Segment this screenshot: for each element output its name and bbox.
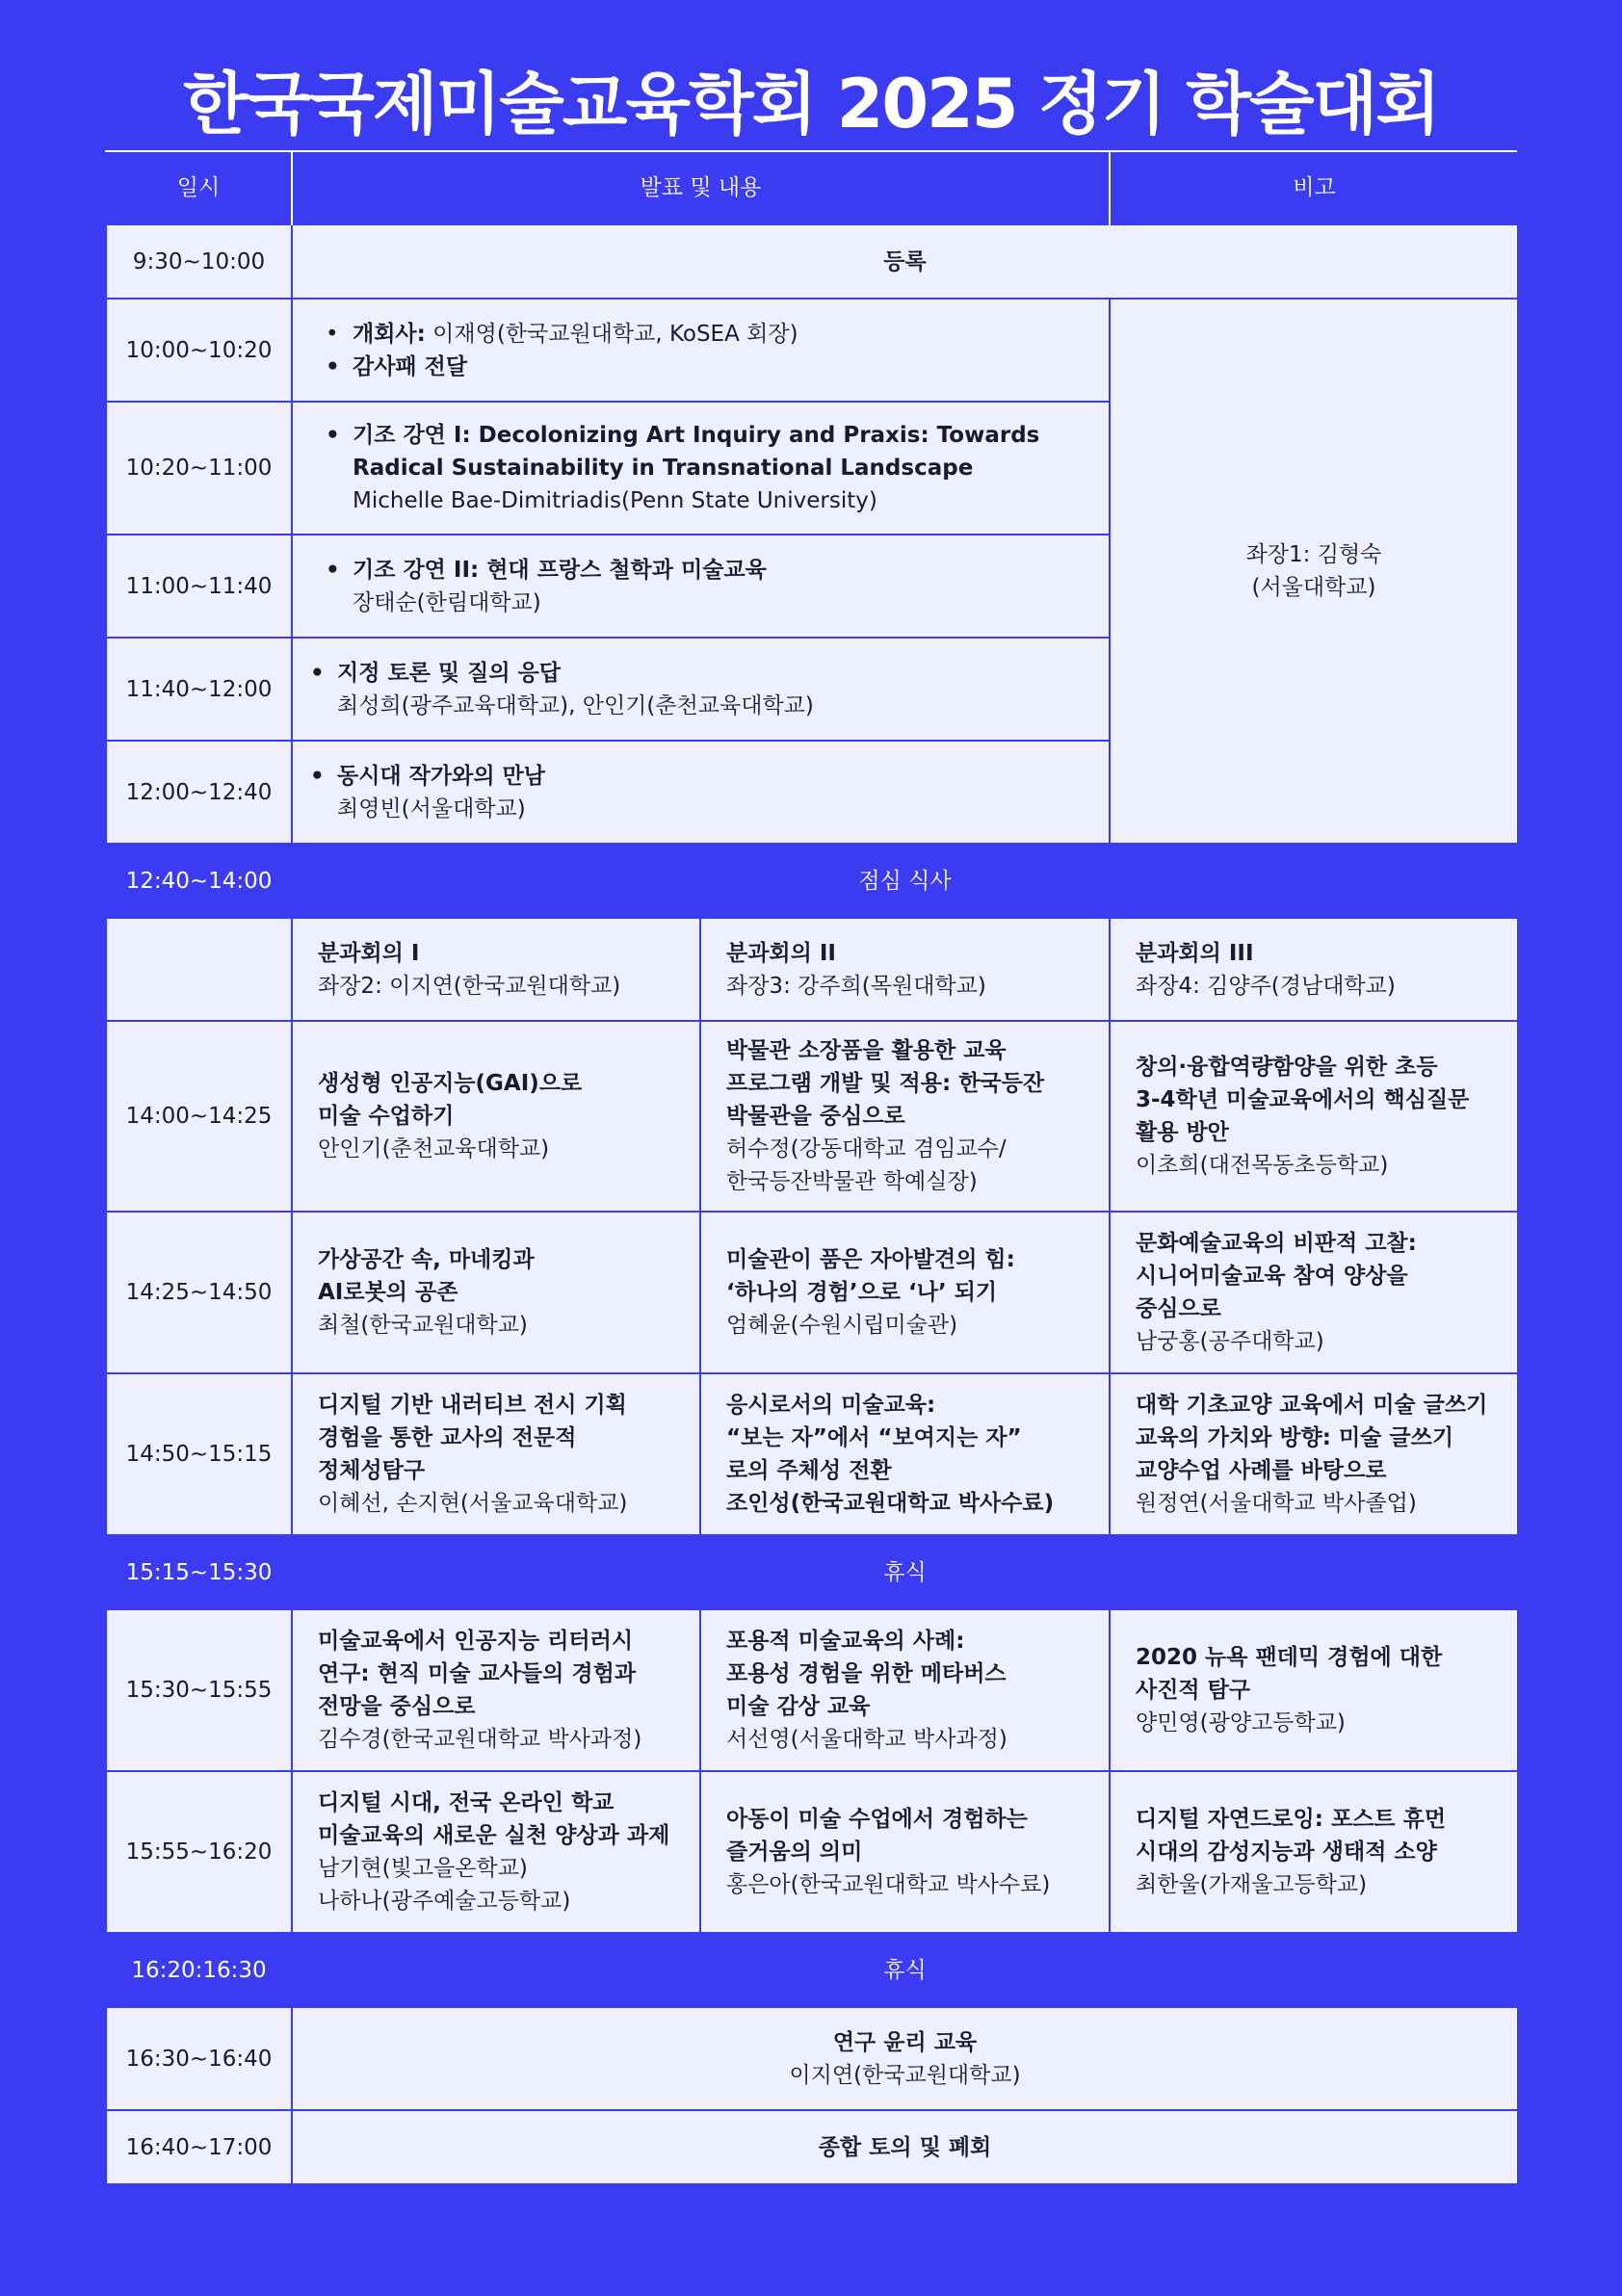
talk-title-line: 교육의 가치와 방향: 미술 글쓰기 [1136,1425,1454,1450]
talk-title-line: 즐거움의 의미 [726,1839,863,1865]
ethics-content [292,2007,1518,2110]
talk-presenter-line: 이초희(대전목동초등학교) [1136,1153,1389,1178]
talk-presenter-line: 안인기(춘천교육대학교) [318,1136,550,1161]
talk-title-line: 대학 기초교양 교육에서 미술 글쓰기 [1136,1393,1488,1418]
session-chair: 좌장3: 강주희(목원대학교) [726,973,986,999]
talk-title-line: 시대의 감성지능과 생태적 소양 [1136,1839,1437,1865]
talk-title-line: 로의 주체성 전환 [726,1458,892,1483]
talk-title-line: 가상공간 속, 마네킹과 [318,1247,535,1272]
talk-presenter-line: 허수정(강동대학교 겸임교수/ [726,1136,1007,1161]
talk-title-line: 디지털 자연드로잉: 포스트 휴먼 [1136,1807,1447,1832]
talk-cell [1110,1771,1518,1933]
keynote2-speaker: 장태순(한림대학교) [353,589,541,615]
talk-cell [1110,1021,1518,1212]
talk-title-line: 아동이 미술 수업에서 경험하는 [726,1807,1028,1832]
talk-title-line: 중심으로 [1136,1296,1221,1321]
time-cell: 12:40~14:00 [106,844,292,918]
talk-slot-row [106,1609,1518,1771]
chair1-line1: 좌장1: 김형숙 [1245,542,1382,567]
talk-slot-row [106,1212,1518,1373]
talk-presenter-line: 서선영(서울대학교 박사과정) [726,1727,1007,1752]
talk-title-line: 정체성탐구 [318,1458,426,1483]
session-cell [1110,918,1518,1021]
program-table [105,152,1519,2185]
talk-title-line: 미술교육에서 인공지능 리터러시 [318,1629,634,1654]
talk-presenter-line: 원정연(서울대학교 박사졸업) [1136,1491,1417,1516]
break1-label: 휴식 [292,1535,1518,1609]
talk-presenter-line: 최한울(가재울고등학교) [1136,1872,1368,1897]
talk-title-line: 2020 뉴욕 팬데믹 경험에 대한 [1136,1645,1443,1670]
talk-title-line: 미술관이 품은 자아발견의 힘: [726,1247,1015,1272]
talk-presenter-line: 양민영(광양고등학교) [1136,1710,1346,1735]
artist-speaker: 최영빈(서울대학교) [337,796,526,822]
session-title: 분과회의 III [1136,940,1254,966]
talk-presenter-line: 최철(한국교원대학교) [318,1313,528,1338]
talk-title-line: 시니어미술교육 참여 양상을 [1136,1264,1408,1289]
header-time: 일시 [106,152,292,224]
discussion-content [292,638,1110,741]
ethics-speaker: 이지연(한국교원대학교) [789,2062,1021,2088]
talk-title-line: 전망을 중심으로 [318,1694,476,1719]
session-slots-part2 [106,1609,1518,1933]
talk-cell [292,1373,700,1535]
talk-cell [700,1021,1110,1212]
header-content: 발표 및 내용 [292,152,1110,224]
header-note: 비고 [1110,152,1518,224]
talk-slot-row [106,1021,1518,1212]
break2-label: 휴식 [292,1933,1518,2007]
time-cell: 16:30~16:40 [106,2007,292,2110]
talk-cell [1110,1212,1518,1373]
talk-presenter-line: 남기현(빛고을온학교) [318,1856,528,1881]
plaque-item: • 감사패 전달 [353,351,1109,383]
talk-title-line: 박물관을 중심으로 [726,1104,905,1129]
talk-cell [292,1771,700,1933]
keynote1-content [292,402,1110,535]
talk-title-line: 연구: 현직 미술 교사들의 경험과 [318,1661,637,1686]
talk-title-line: 미술교육의 새로운 실천 양상과 과제 [318,1823,670,1848]
session-cell [700,918,1110,1021]
talk-title-line: 사진적 탐구 [1136,1678,1251,1703]
talk-title-line: ‘하나의 경험’으로 ‘나’ 되기 [726,1280,998,1305]
time-cell: 10:00~10:20 [106,299,292,402]
sessions-row [106,918,1518,1021]
talk-title-line: 미술 수업하기 [318,1104,455,1129]
talk-presenter-line: 김수경(한국교원대학교 박사과정) [318,1727,642,1752]
talk-title-line: 3-4학년 미술교육에서의 핵심질문 [1136,1087,1470,1112]
talk-title-line: “보는 자”에서 “보여지는 자” [726,1425,1022,1450]
time-cell: 14:00~14:25 [106,1021,292,1212]
talk-slot-row [106,1373,1518,1535]
opening-row [106,299,1518,402]
time-cell: 10:20~11:00 [106,402,292,535]
talk-cell [1110,1609,1518,1771]
talk-title-line: 생성형 인공지능(GAI)으로 [318,1071,583,1096]
chair1-note [1110,299,1518,844]
break1-row [106,1535,1518,1609]
closing-row [106,2110,1518,2184]
lunch-row [106,844,1518,918]
time-cell: 16:40~17:00 [106,2110,292,2184]
talk-presenter-line: 엄혜윤(수원시립미술관) [726,1313,958,1338]
discussion-title: • 지정 토론 및 질의 응답 [337,657,1109,690]
registration-row [106,224,1518,299]
artist-content [292,741,1110,844]
break2-row [106,1933,1518,2007]
talk-title-line: 포용적 미술교육의 사례: [726,1629,965,1654]
session-chair: 좌장4: 김양주(경남대학교) [1136,973,1396,999]
talk-title-line: AI로봇의 공존 [318,1280,458,1305]
keynote2-title: • 기조 강연 II: 현대 프랑스 철학과 미술교육 [353,554,1109,587]
talk-slot-row [106,1771,1518,1933]
talk-cell [700,1373,1110,1535]
talk-cell [700,1609,1110,1771]
keynote1-speaker: Michelle Bae-Dimitriadis(Penn State University) [353,488,877,513]
talk-cell [700,1212,1110,1373]
talk-title-line: 디지털 시대, 전국 온라인 학교 [318,1790,615,1815]
talk-presenter-line: 한국등잔박물관 학예실장) [726,1169,978,1194]
opening-speech-label: 개회사: [353,321,426,347]
keynote2-content [292,535,1110,638]
discussion-speakers: 최성희(광주교육대학교), 안인기(춘천교육대학교) [337,692,814,718]
session-title: 분과회의 I [318,940,420,966]
session-title: 분과회의 II [726,940,836,966]
talk-cell [1110,1373,1518,1535]
talk-presenter-line: 나하나(광주예술고등학교) [318,1889,571,1914]
talk-title-line: 박물관 소장품을 활용한 교육 [726,1038,1007,1063]
talk-title-line: 창의·융합역량함양을 위한 초등 [1136,1055,1438,1080]
keynote1-title: • 기조 강연 I: Decolonizing Art Inquiry and Praxis: Towards Radical Sustainability in Transnational Landscape [353,419,1080,484]
page-title: 한국국제미술교육학회 2025 정기 학술대회 [183,65,1439,144]
session-slots-part1 [106,1021,1518,1535]
session-cell [292,918,700,1021]
session-chair: 좌장2: 이지연(한국교원대학교) [318,973,621,999]
time-cell: 9:30~10:00 [106,224,292,299]
talk-title-line: 디지털 기반 내러티브 전시 기획 [318,1393,627,1418]
talk-title-line: 응시로서의 미술교육: [726,1393,936,1418]
chair1-line2: (서울대학교) [1251,575,1376,600]
talk-title-line: 프로그램 개발 및 적용: 한국등잔 [726,1071,1045,1096]
time-cell: 11:40~12:00 [106,638,292,741]
registration-label: 등록 [292,224,1518,299]
talk-cell [292,1609,700,1771]
talk-cell [292,1021,700,1212]
opening-speech-text: 이재영(한국교원대학교, KoSEA 회장) [425,321,798,347]
talk-title-line: 조인성(한국교원대학교 박사수료) [726,1491,1055,1516]
artist-title: • 동시대 작가와의 만남 [337,760,1109,793]
talk-title-line: 활용 방안 [1136,1120,1229,1145]
time-cell: 12:00~12:40 [106,741,292,844]
ethics-title: 연구 윤리 교육 [832,2029,978,2055]
lunch-label: 점심 식사 [292,844,1518,918]
talk-title-line: 교양수업 사례를 바탕으로 [1136,1458,1387,1483]
closing-label: 종합 토의 및 폐회 [292,2110,1518,2184]
time-cell: 15:15~15:30 [106,1535,292,1609]
talk-presenter-line: 이혜선, 손지현(서울교육대학교) [318,1491,628,1516]
talk-cell [292,1212,700,1373]
talk-title-line: 경험을 통한 교사의 전문적 [318,1425,577,1450]
table-header-row [106,152,1518,224]
time-cell: 14:25~14:50 [106,1212,292,1373]
talk-cell [700,1771,1110,1933]
ethics-row [106,2007,1518,2110]
talk-title-line: 포용성 경험을 위한 메타버스 [726,1661,1007,1686]
time-cell: 11:00~11:40 [106,535,292,638]
talk-title-line: 문화예술교육의 비판적 고찰: [1136,1231,1417,1256]
opening-content [292,299,1110,402]
empty-time-cell [106,918,292,1021]
time-cell: 15:30~15:55 [106,1609,292,1771]
time-cell: 14:50~15:15 [106,1373,292,1535]
talk-title-line: 미술 감상 교육 [726,1694,871,1719]
talk-presenter-line: 홍은아(한국교원대학교 박사수료) [726,1872,1051,1897]
time-cell: 16:20:16:30 [106,1933,292,2007]
talk-presenter-line: 남궁홍(공주대학교) [1136,1329,1324,1354]
time-cell: 15:55~16:20 [106,1771,292,1933]
